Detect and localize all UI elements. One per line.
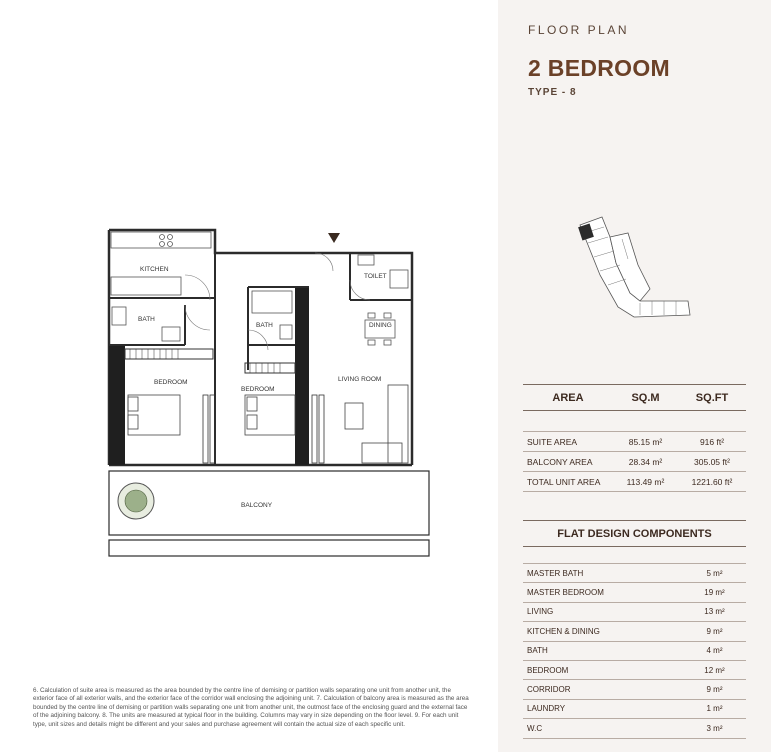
row-sqft: 1221.60 ft² xyxy=(691,476,733,487)
table-row xyxy=(523,432,746,452)
label-bath-2: BATH xyxy=(256,322,273,329)
table-row xyxy=(523,583,746,602)
row-name: LAUNDRY xyxy=(527,704,566,714)
row-name: W.C xyxy=(527,723,543,733)
page-title: 2 BEDROOM xyxy=(528,55,670,81)
table-row xyxy=(523,472,746,492)
row-value: 12 m² xyxy=(704,665,725,675)
label-dining: DINING xyxy=(369,322,392,329)
row-sqft: 916 ft² xyxy=(699,436,725,447)
table-row xyxy=(523,642,746,661)
table-row xyxy=(523,719,746,738)
row-sqft: 305.05 ft² xyxy=(694,456,730,467)
components-table xyxy=(523,520,746,739)
row-name: TOTAL UNIT AREA xyxy=(527,476,601,487)
area-table xyxy=(523,384,746,492)
label-bedroom-1: BEDROOM xyxy=(154,379,188,386)
header-sqm: SQ.M xyxy=(631,391,660,404)
disclaimer-text: 6. Calculation of suite area is measured as the area bounded by the centre line of demising or partition walls separating one unit from another unit, the exterior face of all exterior walls, and the exterior face of the corridor wall enclosing the adjoining unit. 7. Calculation of balcony area is measured as the area bounded by the centre line of demising or partition walls separating one unit from another unit, the outmost face of the enclosing guard and the external face of the adjoining balcony. 8. The units are measured at typical floor in the building. Columns may vary in size depending on the floor level. 9. For each unit type, unit sizes and details might be different and your sales and purchase agreement will contain the actual size of each specific unit. xyxy=(33,687,469,728)
header-sqft: SQ.FT xyxy=(695,391,729,404)
unit-type: TYPE - 8 xyxy=(528,87,577,98)
table-row xyxy=(523,661,746,680)
row-sqm: 113.49 m² xyxy=(626,476,665,487)
label-bedroom-2: BEDROOM xyxy=(241,386,275,393)
table-row xyxy=(523,622,746,641)
table-row xyxy=(523,680,746,699)
row-name: MASTER BEDROOM xyxy=(527,588,604,598)
row-value: 3 m² xyxy=(706,723,723,733)
row-value: 9 m² xyxy=(706,685,723,695)
row-value: 9 m² xyxy=(706,626,723,636)
info-panel xyxy=(498,0,771,752)
row-sqm: 85.15 m² xyxy=(628,436,663,447)
header-area: AREA xyxy=(552,391,584,404)
key-plan-map xyxy=(568,215,698,340)
row-name: CORRIDOR xyxy=(527,685,571,695)
table-row xyxy=(523,700,746,719)
label-balcony: BALCONY xyxy=(241,502,273,509)
row-name: BALCONY AREA xyxy=(527,456,593,467)
row-name: BATH xyxy=(527,646,548,656)
table-row xyxy=(523,452,746,472)
row-name: LIVING xyxy=(527,607,554,617)
floor-plan-drawing xyxy=(100,225,430,560)
table-row xyxy=(523,564,746,583)
table-row xyxy=(523,603,746,622)
row-value: 13 m² xyxy=(704,607,725,617)
row-value: 1 m² xyxy=(706,704,723,714)
label-bath-1: BATH xyxy=(138,316,155,323)
row-value: 19 m² xyxy=(704,588,725,598)
structural-wall xyxy=(295,287,309,465)
label-kitchen: KITCHEN xyxy=(140,266,169,273)
row-name: MASTER BATH xyxy=(527,568,584,578)
components-title: FLAT DESIGN COMPONENTS xyxy=(523,520,746,547)
section-label: FLOOR PLAN xyxy=(528,23,630,37)
row-sqm: 28.34 m² xyxy=(628,456,663,467)
row-name: BEDROOM xyxy=(527,665,569,675)
label-living-room: LIVING ROOM xyxy=(338,376,382,383)
structural-wall xyxy=(109,345,125,465)
area-table-header xyxy=(523,384,746,411)
entrance-arrow-icon xyxy=(328,233,340,243)
row-name: KITCHEN & DINING xyxy=(527,626,600,636)
row-value: 5 m² xyxy=(706,568,723,578)
row-value: 4 m² xyxy=(706,646,723,656)
row-name: SUITE AREA xyxy=(527,436,578,447)
label-toilet: TOILET xyxy=(364,273,387,280)
